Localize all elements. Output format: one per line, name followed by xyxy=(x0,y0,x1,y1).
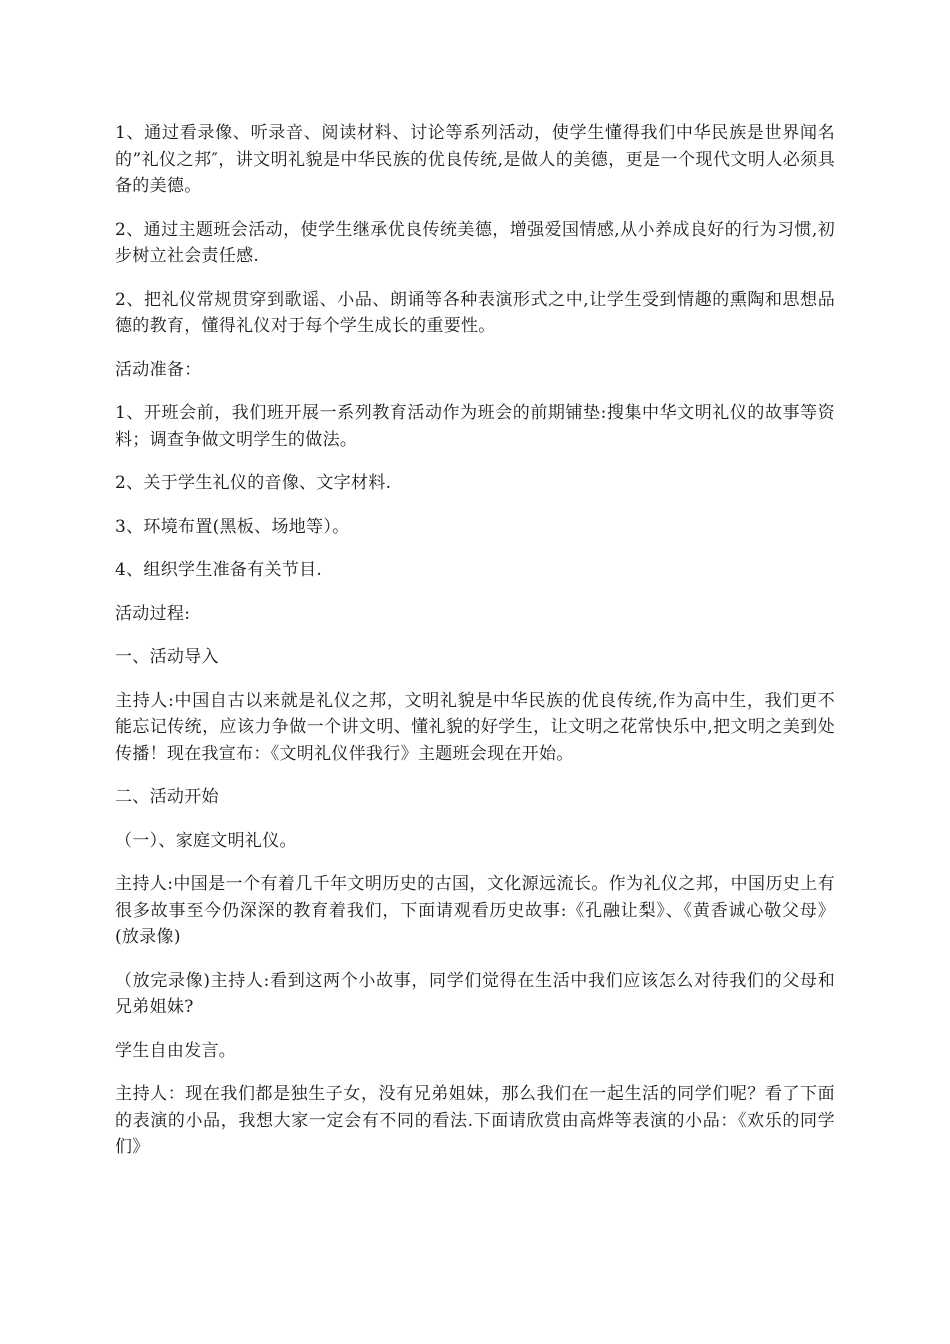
subsection-heading-intro: 一、活动导入 xyxy=(115,647,219,667)
student-discussion: 学生自由发言。 xyxy=(115,1040,237,1061)
objective-paragraph-1: 1、通过看录像、听录音、阅读材料、讨论等系列活动，使学生懂得我们中华民族是世界闻名的”礼仪之邦″，讲文明礼貌是中华民族的优良传统,是做人的美德，更是一个现代文明人必须具备的美德。 xyxy=(115,123,835,196)
preparation-item-4: 4、组织学生准备有关节目. xyxy=(115,560,323,580)
objective-paragraph-3: 2、把礼仪常规贯穿到歌谣、小品、朗诵等各种表演形式之中,让学生受到情趣的熏陶和思想品德的教育，懂得礼仪对于每个学生成长的重要性。 xyxy=(115,289,835,336)
document-page xyxy=(115,120,835,1178)
subsection-heading-family: （一）、家庭文明礼仪。 xyxy=(115,830,297,851)
host-speech-history: 主持人:中国是一个有着几千年文明历史的古国，文化源远流长。作为礼仪之邦，中国历史上有很多故事至今仍深深的教育着我们，下面请观看历史故事:《孔融让梨》、《黄香诚心敬父母》(放录像) xyxy=(115,874,835,947)
host-speech-skit: 主持人：现在我们都是独生子女，没有兄弟姐妹，那么我们在一起生活的同学们呢？看了下面的表演的小品，我想大家一定会有不同的看法.下面请欣赏由高烨等表演的小品：《欢乐的同学们》 xyxy=(115,1084,835,1157)
objective-paragraph-2: 2、通过主题班会活动，使学生继承优良传统美德，增强爱国情感,从小养成良好的行为习惯,初步树立社会责任感. xyxy=(115,219,835,266)
section-heading-preparation: 活动准备： xyxy=(115,359,202,380)
preparation-item-1: 1、开班会前，我们班开展一系列教育活动作为班会的前期铺垫:搜集中华文明礼仪的故事等资料；调查争做文明学生的做法。 xyxy=(115,403,835,450)
host-speech-intro: 主持人:中国自古以来就是礼仪之邦，文明礼貌是中华民族的优良传统,作为高中生，我们更不能忘记传统，应该力争做一个讲文明、懂礼貌的好学生，让文明之花常快乐中,把文明之美到处传播！现在我宣布：《文明礼仪伴我行》主题班会现在开始。 xyxy=(115,690,835,764)
section-heading-process: 活动过程: xyxy=(115,603,191,624)
host-speech-question: （放完录像)主持人:看到这两个小故事，同学们觉得在生活中我们应该怎么对待我们的父母和兄弟姐妹? xyxy=(115,970,835,1017)
preparation-item-3: 3、环境布置(黑板、场地等）。 xyxy=(115,516,350,537)
preparation-item-2: 2、关于学生礼仪的音像、文字材料. xyxy=(115,473,392,493)
subsection-heading-start: 二、活动开始 xyxy=(115,787,219,807)
